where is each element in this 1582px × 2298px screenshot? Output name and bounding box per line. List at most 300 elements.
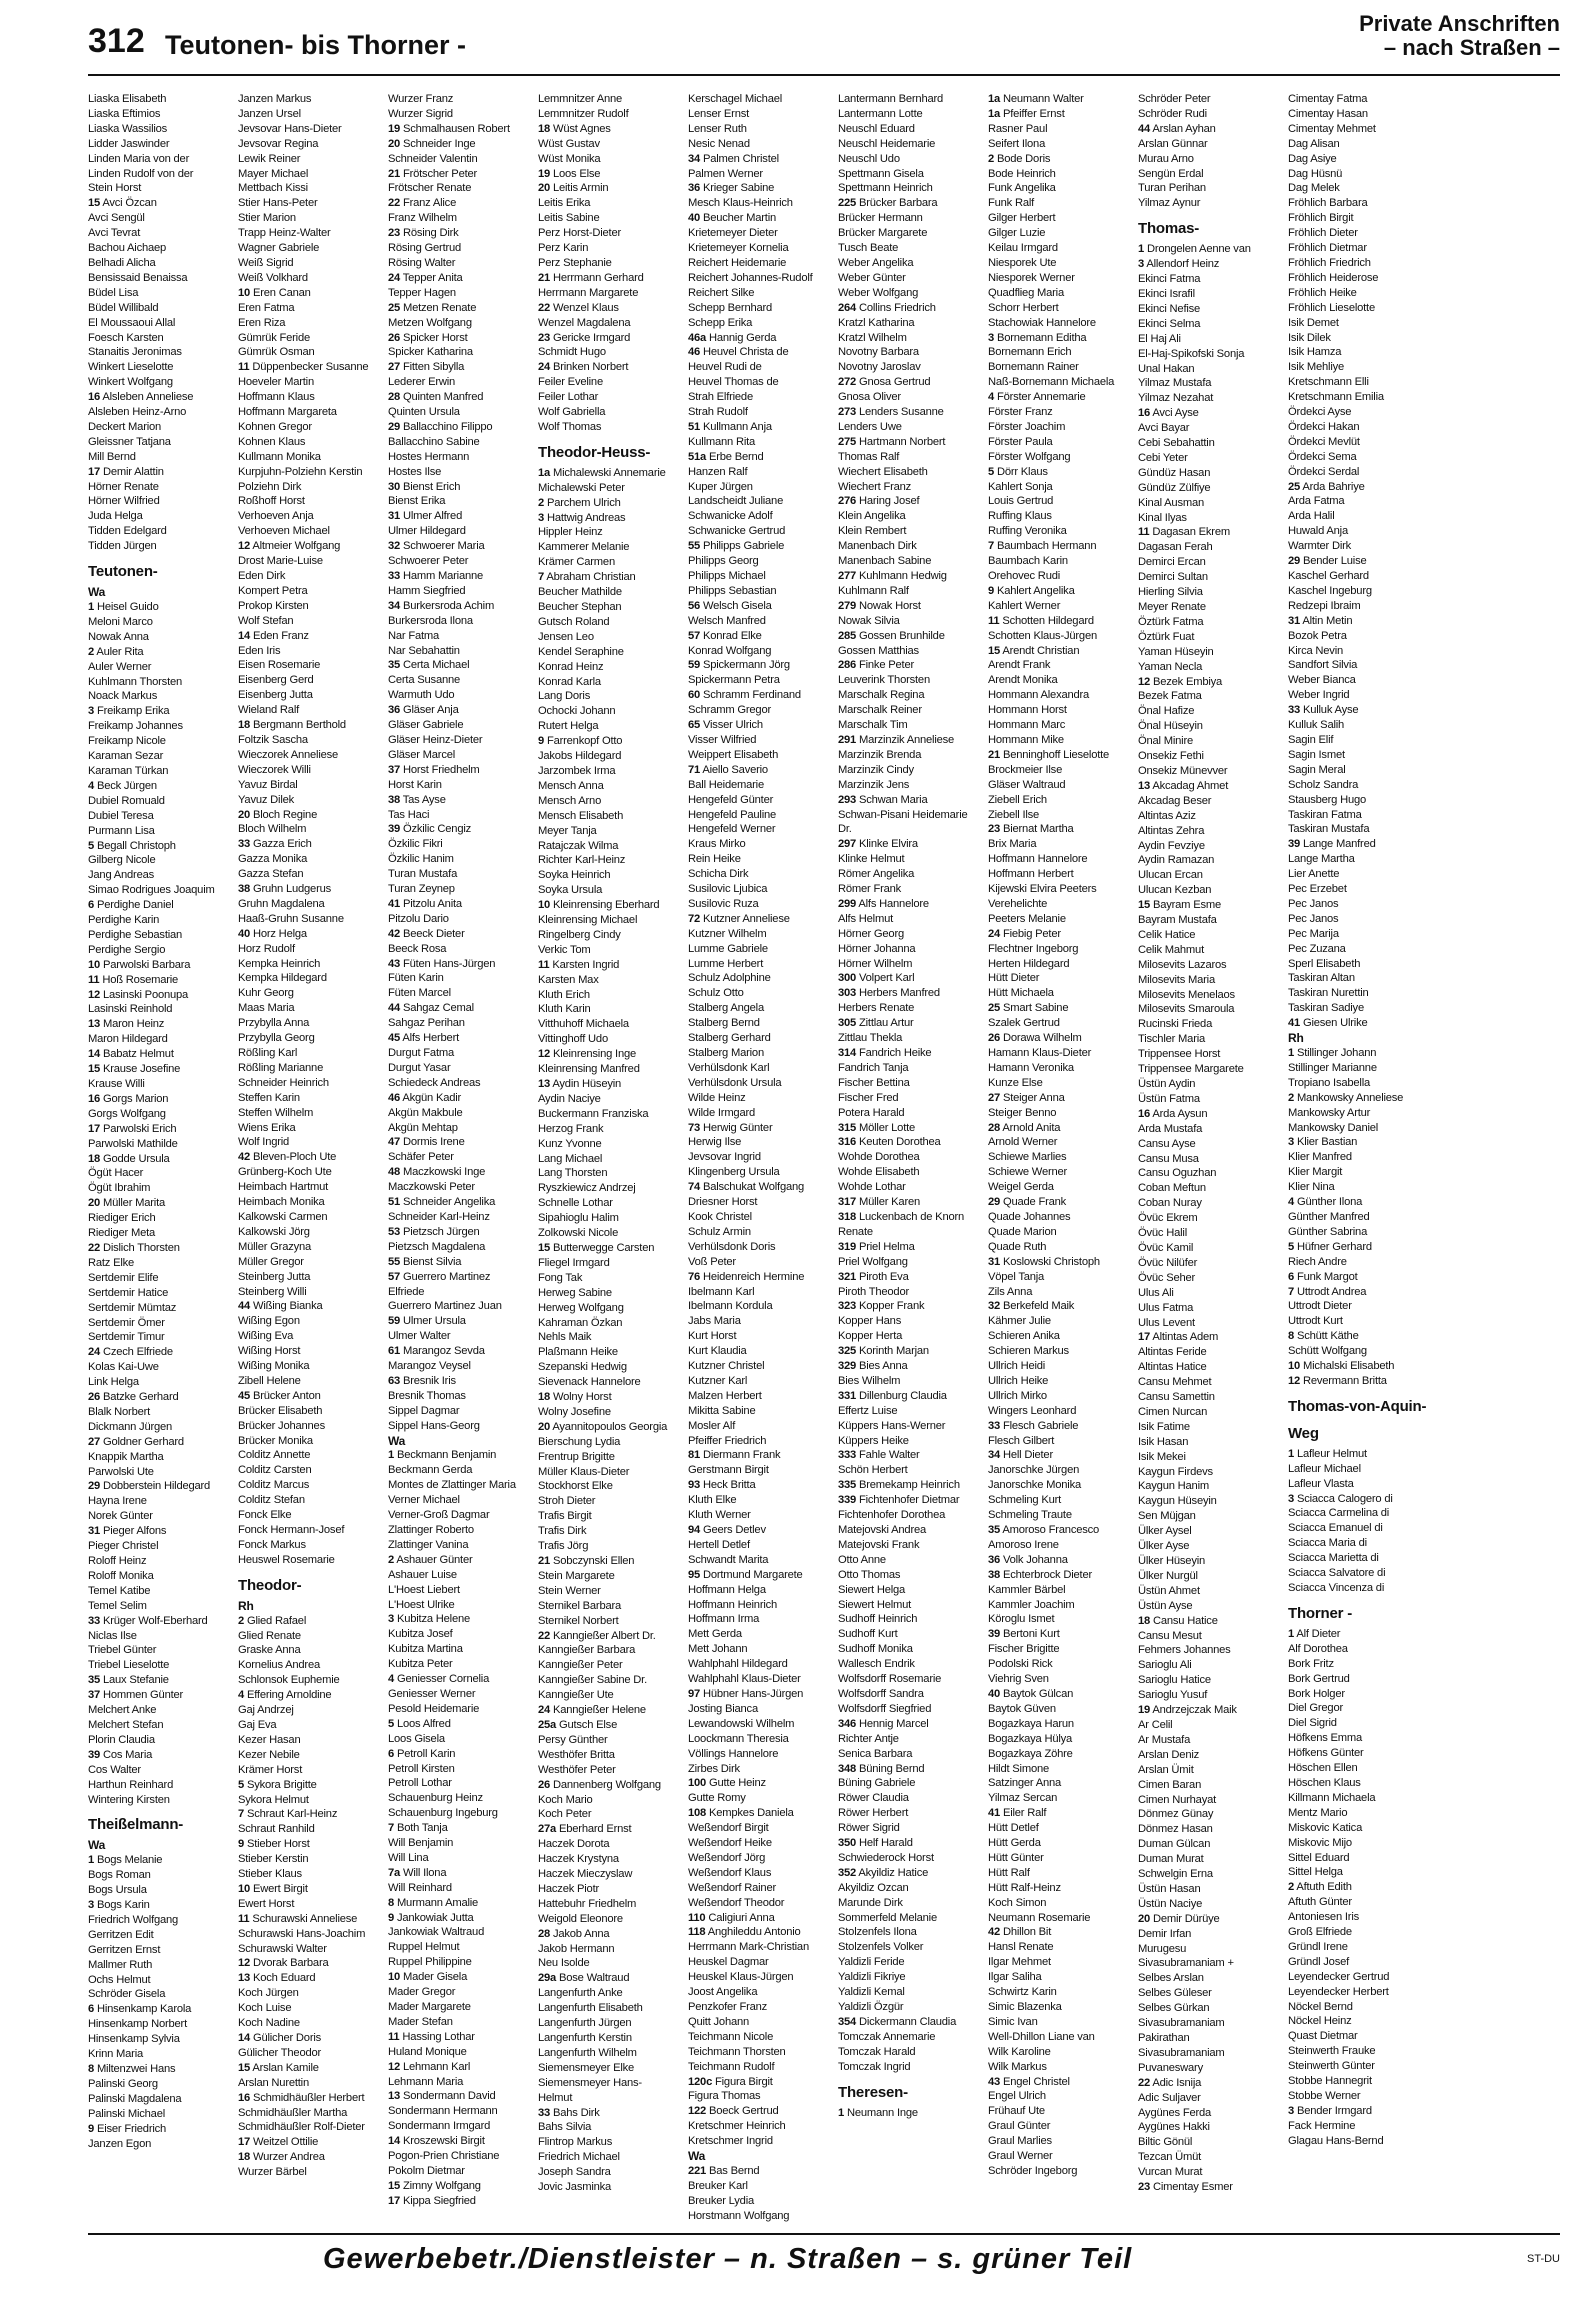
resident-entry: Fischer Bettina (838, 1076, 910, 1089)
resident-entry: Hoffmann Heinrich (688, 1598, 778, 1611)
resident-entry: 94 Geers Detlev (688, 1524, 766, 1536)
resident-entry: Dag Alisan (1288, 137, 1340, 150)
resident-entry: Fonck Markus (238, 1538, 306, 1551)
resident-entry: Wolf Ingrid (238, 1136, 290, 1149)
resident-entry: Dr. (838, 823, 852, 836)
resident-entry: Lier Anette (1288, 868, 1340, 881)
resident-entry: Melchert Stefan (88, 1718, 164, 1731)
resident-entry: Haczek Piotr (538, 1882, 600, 1895)
house-number: 329 (838, 1360, 857, 1373)
resident-entry: Steinberg Willi (238, 1285, 307, 1298)
resident-entry: Yavuz Birdal (238, 778, 298, 791)
resident-entry: Müller Gregor (238, 1255, 304, 1268)
resident-entry: Seifert Ilona (988, 137, 1046, 150)
resident-entry: Breuker Karl (688, 2179, 748, 2192)
house-number: 9 (388, 1911, 395, 1924)
resident-entry: Melchert Anke (88, 1704, 157, 1717)
house-number: 32 (988, 1300, 1001, 1313)
resident-entry: Arslan Ümit (1138, 1763, 1194, 1776)
house-number: 11 (1138, 526, 1150, 539)
resident-entry: Soyka Ursula (538, 884, 603, 897)
resident-entry: Sertdemir Ömer (88, 1316, 165, 1329)
resident-entry: 11 Karsten Ingrid (538, 958, 620, 971)
resident-entry: Nesic Nenad (688, 137, 750, 150)
resident-entry: Killmann Michaela (1288, 1791, 1376, 1804)
resident-entry: Janzen Markus (238, 93, 312, 105)
resident-entry: Karaman Türkan (88, 764, 169, 777)
resident-entry: Lumme Herbert (688, 957, 764, 970)
resident-entry: 17 Weitzel Ottilie (238, 2136, 319, 2149)
house-number: 63 (388, 1374, 401, 1387)
house-number: 225 (838, 197, 857, 210)
house-number: 325 (838, 1345, 857, 1358)
house-number: 264 (838, 301, 857, 314)
resident-entry: Perdighe Karin (88, 914, 160, 927)
resident-entry: Sivasubramaniam (1138, 2017, 1225, 2030)
house-number: 25a (538, 1718, 557, 1731)
resident-entry: Jarzombek Irma (538, 764, 616, 777)
resident-entry: Ratz Elke (88, 1256, 135, 1269)
house-number: 27a (538, 1823, 557, 1836)
street-heading: Thorner - (1288, 1604, 1353, 1622)
resident-entry: Wolfsdorff Sandra (838, 1687, 924, 1700)
resident-entry: Heuskel Dagmar (688, 1956, 769, 1969)
resident-entry: Hippler Heinz (538, 526, 603, 539)
resident-entry: Pitzolu Dario (388, 912, 449, 925)
resident-entry: Kuhlmann Ralf (838, 584, 909, 597)
resident-entry: Sagin Elif (1288, 733, 1334, 746)
resident-entry: Teichmann Thorsten (688, 2045, 786, 2058)
house-number: 5 (388, 1717, 395, 1730)
house-number: 3 (988, 331, 995, 344)
house-number: 2 (238, 1614, 245, 1627)
resident-entry: Hinsenkamp Norbert (88, 2018, 187, 2031)
resident-entry: Cimen Baran (1138, 1778, 1202, 1791)
resident-entry: Ar Mustafa (1138, 1733, 1191, 1746)
resident-entry: Manenbach Sabine (838, 555, 932, 568)
resident-entry: Schneider Heinrich (238, 1076, 329, 1089)
resident-entry: 331 Dillenburg Claudia (838, 1389, 947, 1402)
resident-entry: 264 Collins Friedrich (838, 301, 936, 314)
resident-entry: Schneider Karl-Heinz (388, 1210, 490, 1223)
resident-entry: Schiedeck Andreas (388, 1076, 481, 1089)
house-number: 15 (88, 1063, 101, 1076)
resident-entry: 72 Kutzner Anneliese (688, 912, 790, 925)
resident-entry: Bogazkaya Harun (988, 1717, 1074, 1730)
resident-entry: Kluth Elke (688, 1494, 737, 1507)
resident-entry: Turan Mustafa (388, 868, 458, 881)
resident-entry: 118 Anghileddu Antonio (688, 1926, 801, 1939)
resident-entry: Verkic Tom (538, 943, 591, 956)
resident-entry: 24 Brinken Norbert (538, 361, 629, 374)
resident-entry: Matejovski Andrea (838, 1524, 927, 1536)
resident-entry: Büning Gabriele (838, 1777, 916, 1790)
resident-entry: 11 Dagasan Ekrem (1138, 526, 1230, 539)
resident-entry: Nar Sebahattin (388, 644, 460, 657)
page-number: 312 (88, 22, 145, 60)
resident-entry: Hayna Irene (88, 1495, 147, 1508)
resident-entry: 277 Kuhlmann Hedwig (838, 570, 947, 582)
house-number: 12 (88, 988, 101, 1001)
resident-entry: Lafleur Vlasta (1288, 1477, 1354, 1490)
resident-entry: Hoffmann Helga (688, 1583, 766, 1596)
house-number: 47 (388, 1136, 401, 1149)
resident-entry: Taskiran Altan (1288, 972, 1355, 985)
resident-entry: Sciacca Emanuel di (1288, 1522, 1383, 1535)
resident-entry: Murau Arno (1138, 152, 1194, 165)
resident-entry: 27 Fitten Sibylla (388, 361, 465, 374)
resident-entry: Demirci Sultan (1138, 571, 1208, 584)
house-number: 57 (688, 629, 701, 642)
house-number: 11 (238, 361, 250, 374)
resident-entry: Schepp Erika (688, 316, 753, 329)
resident-entry: 39 Lange Manfred (1288, 838, 1376, 851)
resident-entry: Weber Wolfgang (838, 286, 919, 299)
resident-entry: Warmuth Udo (388, 689, 455, 702)
resident-entry: Kanngießer Peter (538, 1659, 623, 1672)
resident-entry: Gaj Eva (238, 1718, 277, 1731)
house-number: 7 (388, 1822, 395, 1835)
resident-entry: Ruffing Klaus (988, 510, 1052, 523)
resident-entry: 51 Kullmann Anja (688, 420, 772, 433)
house-number: 1a (988, 107, 1001, 120)
resident-entry: Herten Hildegard (988, 957, 1070, 970)
resident-entry: 22 Dislich Thorsten (88, 1241, 180, 1254)
resident-entry: Joseph Sandra (538, 2166, 611, 2179)
resident-entry: Baumbach Karin (988, 555, 1068, 568)
house-number: 41 (388, 897, 401, 910)
resident-entry: 38 Echterbrock Dieter (988, 1568, 1092, 1581)
resident-entry: 1 Stillinger Johann (1288, 1047, 1377, 1059)
house-number: 27 (388, 361, 401, 374)
house-number: 30 (388, 480, 401, 493)
house-number: 40 (238, 927, 251, 940)
resident-entry: 40 Baytok Gülcan (988, 1687, 1074, 1700)
resident-entry: 350 Helf Harald (838, 1837, 913, 1850)
house-number: 7 (538, 571, 545, 584)
resident-entry: Kalkowski Jörg (238, 1225, 310, 1238)
resident-entry: Graul Werner (988, 2150, 1053, 2163)
resident-entry: Purmann Lisa (88, 824, 155, 837)
resident-entry: Hattebuhr Friedhelm (538, 1897, 637, 1910)
resident-entry: Langenfurth Elisabeth (538, 2002, 643, 2015)
resident-entry: Rößling Marianne (238, 1061, 324, 1074)
resident-entry: Büdel Willibald (88, 301, 159, 314)
resident-entry: Kunz Yvonne (538, 1137, 602, 1150)
resident-entry: Roloff Monika (88, 1569, 154, 1582)
resident-entry: Funk Angelika (988, 182, 1056, 195)
resident-entry: 76 Heidenreich Hermine (688, 1270, 805, 1283)
resident-entry: Wenzel Magdalena (538, 316, 631, 329)
house-number: 12 (1138, 675, 1151, 688)
resident-entry: Maron Hildegard (88, 1033, 168, 1046)
house-number: 26 (388, 331, 401, 344)
resident-entry: 4 Geniesser Cornelia (388, 1673, 490, 1686)
resident-entry: Wahlphahl Klaus-Dieter (688, 1673, 801, 1686)
house-number: 51a (688, 450, 707, 463)
resident-entry: Szalek Gertrud (988, 1017, 1060, 1030)
house-number: 7a (388, 1866, 401, 1879)
resident-entry: Alsleben Heinz-Arno (88, 406, 187, 419)
resident-entry: Mett Johann (688, 1643, 748, 1656)
section-title-line-2: – nach Straßen – (1383, 35, 1560, 60)
resident-entry: 51a Erbe Bernd (688, 450, 764, 463)
resident-entry: Stausberg Hugo (1288, 793, 1367, 806)
resident-entry: Koch Mario (538, 1793, 593, 1806)
resident-entry: Bayram Mustafa (1138, 914, 1217, 927)
resident-entry: 18 Cansu Hatice (1138, 1614, 1218, 1627)
resident-entry: 2 Parchem Ulrich (538, 496, 621, 509)
house-number: 9 (988, 584, 995, 597)
resident-entry: 225 Brücker Barbara (838, 197, 938, 210)
resident-entry: Gossen Matthias (838, 644, 919, 657)
resident-entry: Bogazkaya Zöhre (988, 1747, 1073, 1760)
house-number: 9 (88, 2122, 95, 2135)
resident-entry: Gläser Waltraud (988, 778, 1066, 791)
resident-entry: Lang Michael (538, 1152, 603, 1165)
resident-entry: Hertell Detlef (688, 1538, 750, 1551)
resident-entry: Biltic Gönül (1138, 2136, 1193, 2149)
house-number: 2 (88, 645, 95, 658)
resident-entry: Siewert Helga (838, 1583, 906, 1596)
resident-entry: Schicha Dirk (688, 868, 749, 881)
house-number: 95 (688, 1568, 701, 1581)
resident-entry: 25 Smart Sabine (988, 1002, 1069, 1015)
resident-entry: 34 Palmen Christel (688, 152, 779, 165)
house-number: 11 (388, 2030, 400, 2043)
resident-entry: Sipahioglu Halim (538, 1212, 619, 1225)
resident-entry: 18 Bergmann Berthold (238, 719, 346, 732)
resident-entry: Rösing Gertrud (388, 242, 462, 255)
house-number: 317 (838, 1196, 857, 1209)
resident-entry: Helmut (538, 2091, 573, 2104)
resident-entry: Will Reinhard (388, 1881, 452, 1894)
resident-entry: Gläser Marcel (388, 748, 456, 761)
resident-entry: Hommann Horst (988, 704, 1067, 717)
resident-entry: Küppers Heike (838, 1434, 909, 1447)
resident-entry: Trippensee Horst (1138, 1048, 1221, 1061)
resident-entry: 41 Pitzolu Anita (388, 897, 462, 910)
resident-entry: Feiler Eveline (538, 376, 603, 389)
resident-entry: Demir Irfan (1138, 1927, 1192, 1940)
house-number: 55 (388, 1255, 401, 1268)
resident-entry: Ruppel Helmut (388, 1941, 460, 1954)
resident-entry: Övüc Halil (1138, 1227, 1187, 1240)
house-number: 13 (1138, 779, 1151, 792)
house-number: 11 (988, 614, 1000, 627)
resident-entry: Frühauf Ute (988, 2105, 1045, 2118)
house-number: 4 (988, 391, 995, 404)
house-number: 28 (388, 391, 401, 404)
resident-entry: Flintrop Markus (538, 2136, 613, 2149)
resident-entry: Üstün Naciye (1138, 1897, 1203, 1910)
resident-entry: Alf Dorothea (1288, 1642, 1348, 1655)
house-number: 16 (88, 391, 101, 404)
resident-entry: Hommann Alexandra (988, 689, 1090, 702)
resident-entry: Tusch Beate (838, 242, 899, 255)
resident-entry: 43 Füten Hans-Jürgen (388, 957, 496, 970)
resident-entry: 6 Hinsenkamp Karola (88, 2003, 192, 2016)
house-number: 76 (688, 1270, 701, 1283)
resident-entry: 12 Kleinrensing Inge (538, 1048, 637, 1061)
house-number: 3 (388, 1613, 395, 1626)
resident-entry: Günther Sabrina (1288, 1225, 1368, 1238)
house-number: 61 (388, 1345, 401, 1358)
resident-entry: 35 Laux Stefanie (88, 1674, 169, 1687)
house-number: 3 (1288, 2104, 1295, 2117)
resident-entry: 32 Schwoerer Maria (388, 540, 485, 553)
resident-entry: 47 Dormis Irene (388, 1136, 465, 1149)
resident-entry: 321 Piroth Eva (838, 1270, 909, 1283)
resident-entry: 46 Heuvel Christa de (688, 346, 789, 359)
resident-entry: 6 Funk Margot (1288, 1270, 1358, 1283)
resident-entry: Simic Ivan (988, 2015, 1038, 2028)
resident-entry: 19 Schmalhausen Robert (388, 122, 510, 135)
resident-entry: Krinn Maria (88, 2048, 143, 2061)
resident-entry: Müller Klaus-Dieter (538, 1465, 630, 1478)
resident-entry: Hütt Detlef (988, 1822, 1039, 1835)
house-number: 14 (238, 2032, 251, 2044)
resident-entry: Schorr Herbert (988, 301, 1059, 314)
resident-entry: Önal Minire (1138, 735, 1193, 748)
house-number: 279 (838, 599, 857, 612)
resident-entry: 318 Luckenbach de Knorn (838, 1210, 965, 1223)
resident-entry: Glagau Hans-Bernd (1288, 2134, 1384, 2147)
resident-entry: Foesch Karsten (88, 331, 164, 344)
house-number: 27 (988, 1091, 1001, 1104)
resident-entry: Naß-Bornemann Michaela (988, 376, 1115, 389)
resident-entry: Bloch Wilhelm (238, 823, 307, 836)
resident-entry: Krause Willi (88, 1078, 145, 1090)
house-number: 22 (1138, 2076, 1151, 2089)
house-number: 6 (388, 1747, 395, 1760)
resident-entry: Wieczorek Willi (238, 763, 311, 776)
resident-entry: Yilmaz Aynur (1138, 197, 1201, 210)
resident-entry: Schütt Wolfgang (1288, 1345, 1367, 1358)
resident-entry: Kaygun Hüseyin (1138, 1495, 1217, 1508)
resident-entry: Wagner Gabriele (238, 242, 320, 255)
house-number: 1a (538, 466, 551, 479)
resident-entry: Hoeveler Martin (238, 376, 314, 389)
resident-entry: 316 Keuten Dorothea (838, 1136, 941, 1149)
resident-entry: Schwandt Marita (688, 1553, 769, 1566)
house-number: 19 (388, 122, 401, 135)
resident-entry: 44 Sahgaz Cemal (388, 1002, 474, 1015)
resident-entry: Kutzner Christel (688, 1360, 765, 1373)
resident-entry: 2 Glied Rafael (238, 1614, 307, 1627)
house-number: 73 (688, 1121, 701, 1134)
resident-entry: Norek Günter (88, 1510, 153, 1523)
resident-entry: 33 Bahs Dirk (538, 2106, 600, 2119)
house-number: 1 (88, 1854, 95, 1867)
resident-entry: 11 Schotten Hildegard (988, 614, 1094, 627)
resident-entry: 24 Tepper Anita (388, 271, 463, 284)
house-number: 38 (988, 1568, 1001, 1581)
house-number: 6 (88, 2003, 95, 2016)
resident-entry: Völlings Hannelore (688, 1747, 779, 1760)
resident-entry: 16 Arda Aysun (1138, 1107, 1208, 1120)
directory-column-5 (688, 92, 838, 2227)
resident-entry: 3 Sciacca Calogero di (1288, 1492, 1393, 1505)
resident-entry: Kinal Ilyas (1138, 511, 1187, 524)
resident-entry: Parwolski Ute (88, 1465, 154, 1478)
resident-entry: 108 Kempkes Daniela (688, 1807, 794, 1820)
house-number: 16 (88, 1092, 101, 1105)
resident-entry: Sertdemir Hatice (88, 1286, 169, 1299)
resident-entry: Arslan Nurettin (238, 2076, 309, 2089)
resident-entry: Pietzsch Magdalena (388, 1240, 486, 1253)
resident-entry: Eisenberg Gerd (238, 674, 314, 687)
resident-entry: 28 Jakob Anna (538, 1927, 610, 1940)
resident-entry: Sandfort Silvia (1288, 659, 1358, 672)
resident-entry: 16 Gorgs Marion (88, 1092, 169, 1105)
resident-entry: Heuvel Thomas de (688, 376, 779, 389)
resident-entry: Schlonsok Euphemie (238, 1674, 340, 1687)
resident-entry: Kammler Bärbel (988, 1583, 1066, 1596)
resident-entry: Marschalk Regina (838, 689, 925, 702)
resident-entry: Pakirathan (1138, 2032, 1190, 2044)
resident-entry: Plorin Claudia (88, 1733, 155, 1746)
resident-entry: Kerschagel Michael (688, 93, 783, 105)
resident-entry: Link Helga (88, 1376, 139, 1389)
resident-entry: Gilger Herbert (988, 212, 1056, 225)
resident-entry: Kopper Hans (838, 1315, 902, 1328)
resident-entry: Dag Melek (1288, 182, 1340, 195)
house-number: 53 (388, 1225, 401, 1238)
resident-entry: Krämer Horst (238, 1763, 303, 1776)
resident-entry: Aydin Naciye (538, 1092, 601, 1105)
resident-entry: 4 Förster Annemarie (988, 391, 1086, 404)
resident-entry: Kuhr Georg (238, 987, 294, 1000)
resident-entry: Diel Gregor (1288, 1702, 1343, 1715)
district-label: Wa (388, 1433, 406, 1448)
resident-entry: Nowak Anna (88, 630, 149, 643)
resident-entry: Matejovski Frank (838, 1538, 920, 1551)
resident-entry: Thomas Ralf (838, 450, 900, 463)
resident-entry: Akgün Makbule (388, 1106, 463, 1119)
resident-entry: 3 Kubitza Helene (388, 1613, 471, 1626)
resident-entry: Üstün Hasan (1138, 1882, 1201, 1895)
resident-entry: Sittel Eduard (1288, 1851, 1350, 1864)
resident-entry: Herwig Ilse (688, 1136, 742, 1149)
house-number: 35 (388, 659, 401, 672)
resident-entry: Meyer Tanja (538, 824, 597, 837)
resident-entry: Bozok Petra (1288, 629, 1347, 642)
resident-entry: 21 Benninghoff Lieselotte (988, 748, 1110, 761)
resident-entry: Linden Rudolf von der (88, 167, 194, 180)
resident-entry: Mett Gerda (688, 1628, 742, 1641)
house-number: 303 (838, 987, 857, 1000)
resident-entry: Weiß Volkhard (238, 271, 308, 284)
resident-entry: 303 Herbers Manfred (838, 987, 940, 1000)
resident-entry: 7a Will Ilona (388, 1866, 447, 1879)
resident-entry: Zlattinger Roberto (388, 1524, 474, 1536)
resident-entry: Ullrich Heike (988, 1374, 1049, 1387)
resident-entry: Kurpjuhn-Polziehn Kerstin (238, 465, 363, 478)
resident-entry: Senica Barbara (838, 1747, 913, 1760)
resident-entry: Visser Wilfried (688, 733, 757, 746)
resident-entry: 9 Farrenkopf Otto (538, 735, 623, 748)
resident-entry: Kluth Karin (538, 1003, 591, 1016)
resident-entry: Palinski Michael (88, 2107, 166, 2120)
resident-entry: 41 Giesen Ulrike (1288, 1017, 1368, 1030)
resident-entry: Kezer Hasan (238, 1733, 301, 1746)
resident-entry: Beucher Stephan (538, 601, 622, 613)
resident-entry: 5 Begall Christoph (88, 839, 176, 852)
resident-entry: Riech Andre (1288, 1255, 1347, 1268)
resident-entry: Stockhorst Elke (538, 1480, 613, 1493)
resident-entry: Jang Andreas (88, 869, 155, 882)
